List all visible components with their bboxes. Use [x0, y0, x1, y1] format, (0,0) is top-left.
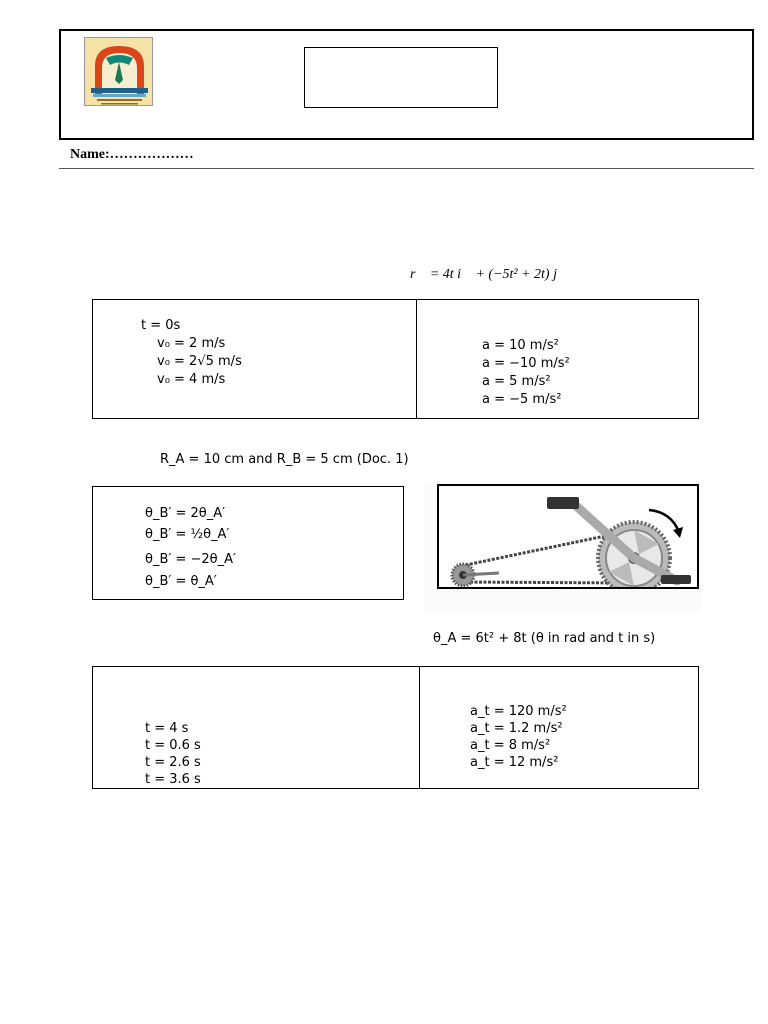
part3-right-option[interactable]: a_t = 120 m/s²: [470, 704, 567, 719]
part2-option[interactable]: θ_B′ = 2θ_A′: [145, 506, 226, 521]
doc1-figure: [437, 484, 699, 589]
part3-column-divider: [419, 666, 420, 789]
header-divider: [59, 168, 754, 169]
part3-left-option[interactable]: t = 2.6 s: [145, 755, 201, 770]
title-box: [304, 47, 498, 108]
part3-right-option[interactable]: a_t = 1.2 m/s²: [470, 721, 563, 736]
student-name-field[interactable]: Name:………………: [70, 147, 194, 162]
part1-right-option[interactable]: a = 5 m/s²: [482, 374, 551, 389]
part3-right-option[interactable]: a_t = 12 m/s²: [470, 755, 559, 770]
part3-left-option[interactable]: t = 0.6 s: [145, 738, 201, 753]
school-logo: [84, 37, 153, 106]
part1-column-divider: [416, 299, 417, 419]
school-logo-icon: [85, 38, 153, 106]
part3-right-option[interactable]: a_t = 8 m/s²: [470, 738, 551, 753]
part1-right-option[interactable]: a = −5 m/s²: [482, 392, 562, 407]
part3-left-option[interactable]: t = 4 s: [145, 721, 189, 736]
part2-option[interactable]: θ_B′ = −2θ_A′: [145, 552, 236, 567]
part1-left-option[interactable]: v₀ = 2 m/s: [157, 336, 226, 351]
part1-left-option[interactable]: t = 0s: [141, 318, 181, 333]
part1-left-option[interactable]: v₀ = 2√5 m/s: [157, 354, 242, 369]
part2-option[interactable]: θ_B′ = θ_A′: [145, 574, 217, 589]
part2-option[interactable]: θ_B′ = ½θ_A′: [145, 527, 230, 542]
radii-statement: R_A = 10 cm and R_B = 5 cm (Doc. 1): [160, 452, 409, 467]
part3-left-option[interactable]: t = 3.6 s: [145, 772, 201, 787]
part1-right-option[interactable]: a = 10 m/s²: [482, 338, 559, 353]
bicycle-chain-drive-icon: [439, 486, 697, 587]
part1-right-option[interactable]: a = −10 m/s²: [482, 356, 570, 371]
angular-position-equation: θ_A = 6t² + 8t (θ in rad and t in s): [433, 631, 656, 646]
position-vector-equation: r⃗ = 4t i⃗ + (−5t² + 2t) j⃗: [410, 267, 568, 282]
part2-options-box: [92, 486, 404, 600]
part1-left-option[interactable]: v₀ = 4 m/s: [157, 372, 226, 387]
